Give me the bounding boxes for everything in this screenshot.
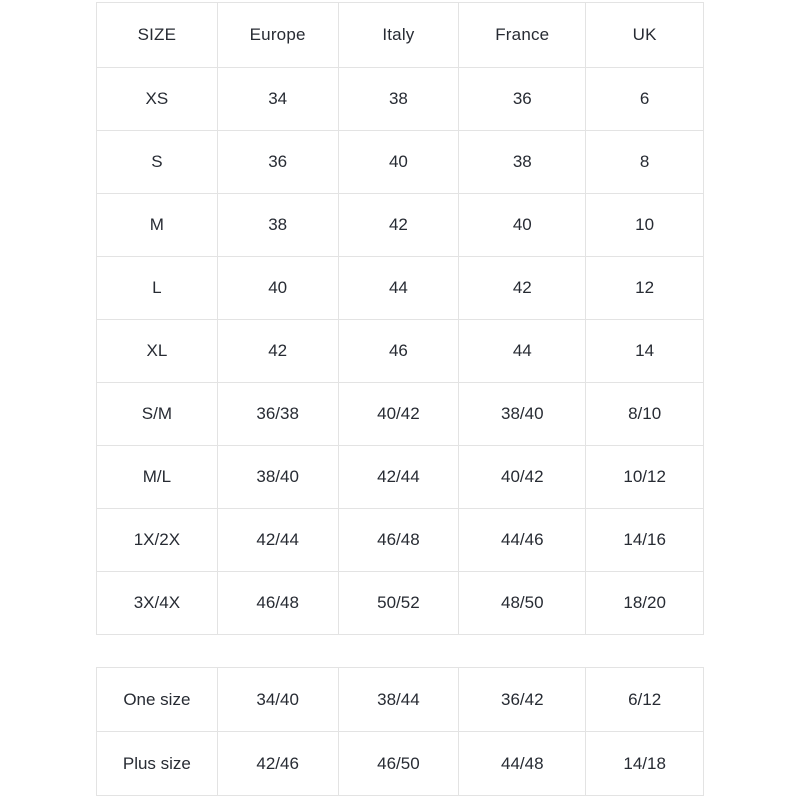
row-label: S/M xyxy=(97,383,218,446)
cell-europe: 38/40 xyxy=(217,446,338,509)
secondary-size-table-container xyxy=(96,667,704,796)
cell-france: 38 xyxy=(459,131,586,194)
cell-italy: 38/44 xyxy=(338,668,459,732)
row-label: XS xyxy=(97,68,218,131)
column-header-italy: Italy xyxy=(338,3,459,68)
row-label: M/L xyxy=(97,446,218,509)
cell-italy: 46 xyxy=(338,320,459,383)
cell-italy: 38 xyxy=(338,68,459,131)
row-label: L xyxy=(97,257,218,320)
cell-uk: 6/12 xyxy=(586,668,704,732)
main-size-table xyxy=(96,2,704,635)
secondary-size-table xyxy=(96,667,704,796)
table-header-row xyxy=(97,3,704,68)
cell-italy: 42/44 xyxy=(338,446,459,509)
cell-italy: 46/48 xyxy=(338,509,459,572)
table-row xyxy=(97,668,704,732)
cell-france: 38/40 xyxy=(459,383,586,446)
cell-europe: 34 xyxy=(217,68,338,131)
row-label: One size xyxy=(97,668,218,732)
table-row xyxy=(97,732,704,796)
cell-europe: 38 xyxy=(217,194,338,257)
cell-italy: 40/42 xyxy=(338,383,459,446)
cell-italy: 50/52 xyxy=(338,572,459,635)
cell-europe: 42/46 xyxy=(217,732,338,796)
cell-france: 40/42 xyxy=(459,446,586,509)
table-row xyxy=(97,320,704,383)
table-row xyxy=(97,194,704,257)
cell-uk: 12 xyxy=(586,257,704,320)
cell-france: 42 xyxy=(459,257,586,320)
table-row xyxy=(97,572,704,635)
table-row xyxy=(97,446,704,509)
row-label: M xyxy=(97,194,218,257)
row-label: S xyxy=(97,131,218,194)
cell-france: 36 xyxy=(459,68,586,131)
cell-france: 40 xyxy=(459,194,586,257)
cell-uk: 10 xyxy=(586,194,704,257)
cell-italy: 46/50 xyxy=(338,732,459,796)
cell-europe: 36 xyxy=(217,131,338,194)
column-header-size: SIZE xyxy=(97,3,218,68)
cell-uk: 6 xyxy=(586,68,704,131)
cell-italy: 40 xyxy=(338,131,459,194)
cell-europe: 40 xyxy=(217,257,338,320)
main-size-table-container xyxy=(96,2,704,635)
cell-uk: 18/20 xyxy=(586,572,704,635)
cell-italy: 42 xyxy=(338,194,459,257)
cell-uk: 14/18 xyxy=(586,732,704,796)
cell-uk: 8 xyxy=(586,131,704,194)
column-header-france: France xyxy=(459,3,586,68)
table-row xyxy=(97,383,704,446)
cell-france: 44/46 xyxy=(459,509,586,572)
table-row xyxy=(97,257,704,320)
cell-uk: 8/10 xyxy=(586,383,704,446)
cell-france: 36/42 xyxy=(459,668,586,732)
cell-uk: 10/12 xyxy=(586,446,704,509)
row-label: XL xyxy=(97,320,218,383)
row-label: 1X/2X xyxy=(97,509,218,572)
column-header-europe: Europe xyxy=(217,3,338,68)
table-row xyxy=(97,509,704,572)
cell-europe: 42 xyxy=(217,320,338,383)
cell-france: 48/50 xyxy=(459,572,586,635)
column-header-uk: UK xyxy=(586,3,704,68)
row-label: 3X/4X xyxy=(97,572,218,635)
cell-france: 44 xyxy=(459,320,586,383)
cell-europe: 34/40 xyxy=(217,668,338,732)
cell-uk: 14/16 xyxy=(586,509,704,572)
cell-europe: 42/44 xyxy=(217,509,338,572)
table-row xyxy=(97,68,704,131)
cell-europe: 36/38 xyxy=(217,383,338,446)
cell-italy: 44 xyxy=(338,257,459,320)
cell-europe: 46/48 xyxy=(217,572,338,635)
cell-uk: 14 xyxy=(586,320,704,383)
cell-france: 44/48 xyxy=(459,732,586,796)
row-label: Plus size xyxy=(97,732,218,796)
table-row xyxy=(97,131,704,194)
